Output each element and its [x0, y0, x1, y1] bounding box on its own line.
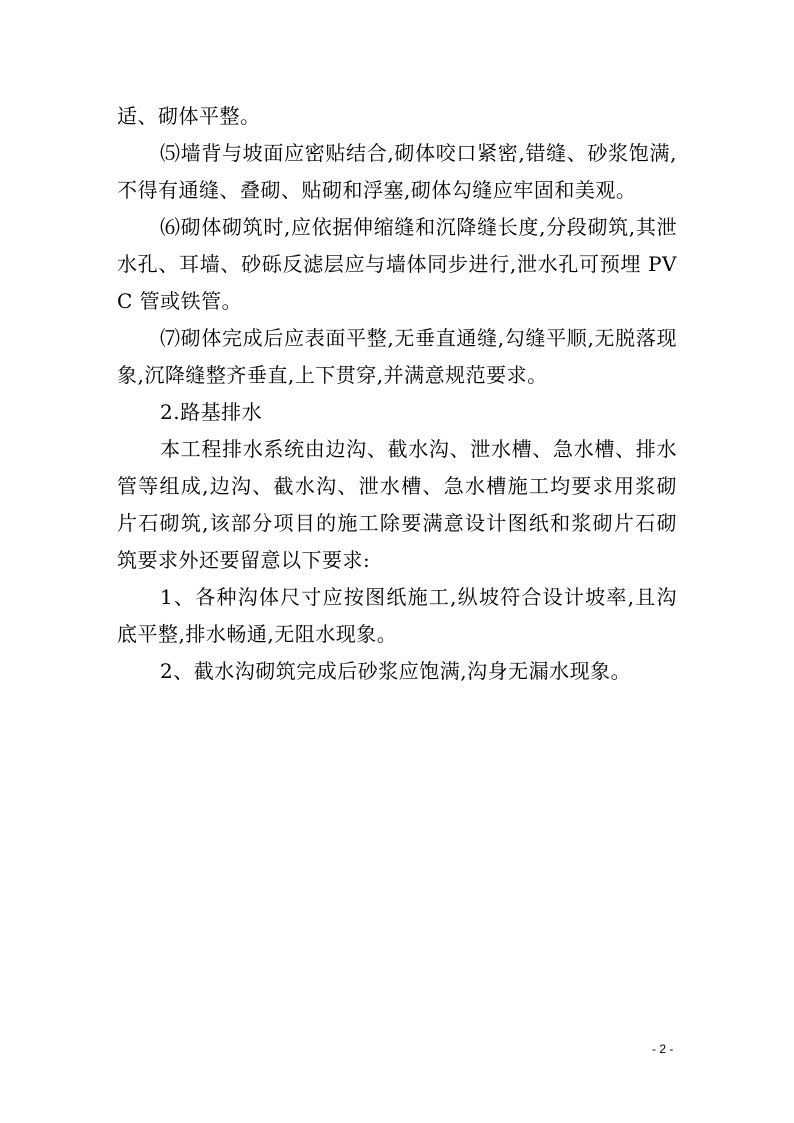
- section-heading-subgrade-drainage: 2.路基排水: [160, 400, 263, 424]
- paragraph-continuation: 适、砌体平整。: [117, 104, 261, 128]
- paragraph-item-5: ⑸墙背与坡面应密贴结合,砌体咬口紧密,错缝、砂浆饱满,不得有通缝、叠砌、贴砌和浮塞,砌体勾缝应牢固和美观。: [117, 141, 677, 202]
- paragraph-item-7: ⑺砌体完成后应表面平整,无垂直通缝,勾缝平顺,无脱落现象,沉降缝整齐垂直,上下贯穿,并满意规范要求。: [117, 326, 677, 387]
- paragraph-requirement-2: 2、截水沟砌筑完成后砂浆应饱满,沟身无漏水现象。: [160, 659, 632, 683]
- page-number: - 2 -: [652, 1042, 674, 1056]
- paragraph-requirement-1: 1、各种沟体尺寸应按图纸施工,纵坡符合设计坡率,且沟底平整,排水畅通,无阻水现象。: [117, 585, 677, 646]
- paragraph-item-6: ⑹砌体砌筑时,应依据伸缩缝和沉降缝长度,分段砌筑,其泄水孔、耳墙、砂砾反滤层应与墙体同步进行,泄水孔可预埋 PVC 管或铁管。: [117, 215, 677, 313]
- document-body: [117, 98, 677, 690]
- paragraph-drainage-system: 本工程排水系统由边沟、截水沟、泄水槽、急水槽、排水管等组成,边沟、截水沟、泄水槽、急水槽施工均要求用浆砌片石砌筑,该部分项目的施工除要满意设计图纸和浆砌片石砌筑要求外还要留意以下要求:: [117, 437, 677, 572]
